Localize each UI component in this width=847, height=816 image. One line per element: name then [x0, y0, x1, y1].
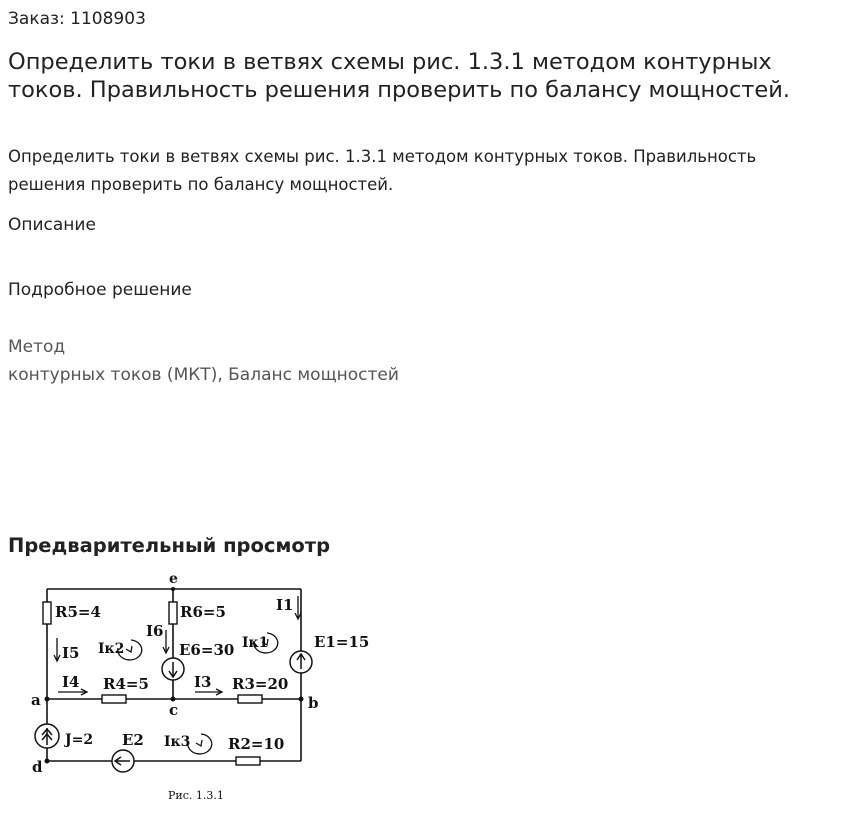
- preview-heading: Предварительный просмотр: [8, 534, 331, 557]
- e2-label: E2: [122, 731, 144, 749]
- detailed-solution-label: Подробное решение: [8, 280, 192, 300]
- method-value: контурных токов (МКТ), Баланс мощностей: [8, 365, 399, 385]
- r5-resistor: [43, 602, 51, 624]
- r5-label: R5=4: [55, 603, 101, 621]
- i5-label: I5: [62, 644, 80, 662]
- i4-label: I4: [62, 673, 80, 691]
- task-description: Определить токи в ветвях схемы рис. 1.3.1 методом контурных токов. Правильность решения проверить по балансу мощностей.: [8, 147, 757, 194]
- ik1-label: Iк1: [242, 635, 269, 651]
- r2-label: R2=10: [228, 735, 285, 753]
- r3-resistor: [238, 695, 262, 703]
- node-b-label: b: [308, 694, 319, 712]
- i1-label: I1: [276, 596, 294, 614]
- circuit-diagram: [18, 566, 378, 808]
- description-label: Описание: [8, 215, 96, 235]
- circuit-figure: [18, 566, 378, 808]
- page-title: Определить токи в ветвях схемы рис. 1.3.1 методом контурных токов. Правильность решения проверить по балансу мощностей.: [8, 49, 791, 103]
- r6-label: R6=5: [180, 603, 226, 621]
- node-e-label: e: [169, 571, 178, 587]
- i3-label: I3: [194, 673, 212, 691]
- i6-label: I6: [146, 622, 164, 640]
- node-d-label: d: [32, 758, 43, 776]
- e6-label: E6=30: [179, 641, 235, 659]
- figure-caption: Рис. 1.3.1: [168, 789, 224, 802]
- node-a-label: a: [31, 691, 41, 709]
- method-label: Метод: [8, 337, 66, 357]
- e1-label: E1=15: [314, 633, 370, 651]
- r6-resistor: [169, 602, 177, 624]
- ik3-label: Iк3: [164, 734, 191, 750]
- r4-label: R4=5: [103, 675, 149, 693]
- ik2-label: Iк2: [98, 641, 125, 657]
- r3-label: R3=20: [232, 675, 289, 693]
- r4-resistor: [102, 695, 126, 703]
- node-c-label: c: [169, 701, 179, 719]
- r2-resistor: [236, 757, 260, 765]
- order-number: Заказ: 1108903: [8, 9, 146, 29]
- j-label: J=2: [65, 732, 94, 748]
